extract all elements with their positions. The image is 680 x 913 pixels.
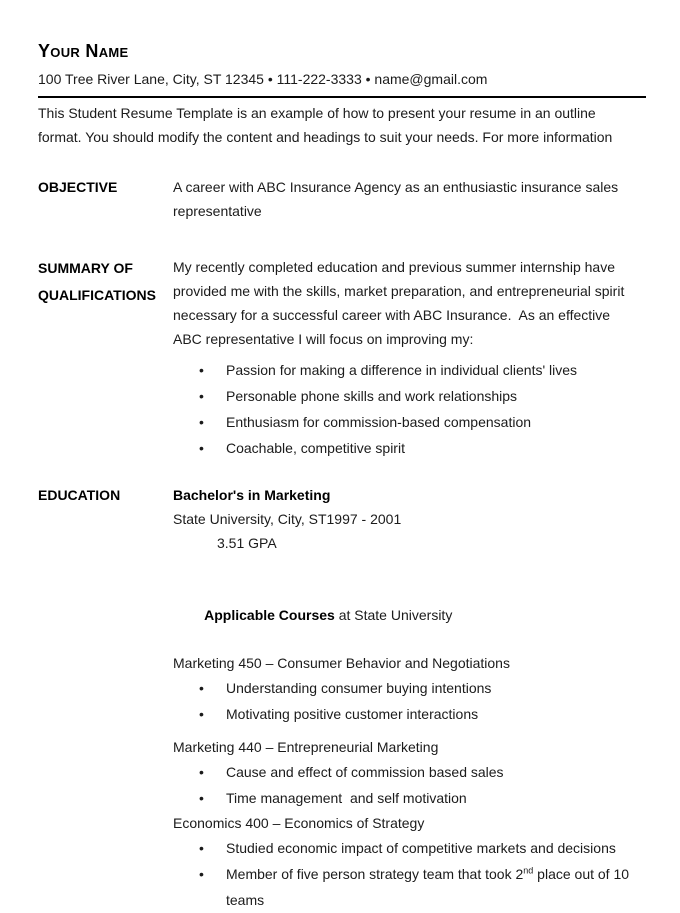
superscript-ordinal: nd [523,865,534,876]
objective-label: OBJECTIVE [38,179,118,195]
bullet-icon: • [199,840,204,856]
header-divider [38,96,646,98]
summary-label [38,255,173,461]
course-title: Marketing 450 – Consumer Behavior and Negotiations [173,655,510,671]
bullet-icon: • [199,440,204,456]
bullet-icon: • [199,790,204,806]
bullet-item [173,409,646,435]
bullet-item [173,701,646,727]
section-summary [38,255,646,461]
bullet-text: Time management and self motivation [226,790,467,806]
bullet-item [173,357,646,383]
content-line: A career with ABC Insurance Agency as an enthusiastic insurance sales [173,179,619,195]
summary-label-line: QUALIFICATIONS [38,287,156,303]
bullet-icon: • [199,866,204,882]
summary-label-line: SUMMARY OF [38,260,133,276]
bullet-text: Enthusiasm for commission-based compensation [226,414,532,430]
education-content [173,483,646,913]
contact-line: 100 Tree River Lane, City, ST 12345 • 111-222-3333 • name@gmail.com [38,71,488,87]
bullet-text: Coachable, competitive spirit [226,440,405,456]
course-group-economics-400 [173,811,646,913]
bullet-item [173,835,646,861]
intro-line: format. You should modify the content and headings to suit your needs. For more information [38,129,613,145]
content-line: provided me with the skills, market preparation, and entrepreneurial spirit [173,283,625,299]
course-title: Marketing 440 – Entrepreneurial Marketing [173,739,439,755]
education-gpa: 3.51 GPA [217,535,277,551]
education-school: State University, City, ST1997 - 2001 [173,511,402,527]
content-line: ABC representative I will focus on improving my: [173,331,474,347]
bullet-text: Personable phone skills and work relationships [226,388,518,404]
courses-heading-bold: Applicable Courses [204,607,335,623]
name-heading: Your Name [38,41,129,61]
content-line: My recently completed education and previous summer internship have [173,259,616,275]
bullet-text: Studied economic impact of competitive markets and decisions [226,840,616,856]
bullet-text-prefix: Member of five person strategy team that took 2 [226,866,524,882]
bullet-icon: • [199,388,204,404]
bullet-icon: • [199,764,204,780]
content-line: representative [173,203,262,219]
bullet-item [173,785,646,811]
bullet-text: Cause and effect of commission based sales [226,764,504,780]
bullet-icon: • [199,706,204,722]
courses-heading [173,579,646,651]
courses-heading-rest: at State University [334,607,453,623]
summary-bullet-list [173,357,646,461]
bullet-item [173,861,646,887]
bullet-text: Understanding consumer buying intentions [226,680,492,696]
bullet-item [173,675,646,701]
section-education [38,483,646,913]
bullet-item [173,759,646,785]
bullet-continuation: teams [226,892,265,908]
bullet-text: Passion for making a difference in individual clients' lives [226,362,578,378]
course-group-marketing-450 [173,651,646,727]
education-degree: Bachelor's in Marketing [173,487,331,503]
bullet-text-suffix: place out of 10 [533,866,630,882]
bullet-item [173,435,646,461]
bullet-item [173,383,646,409]
course-group-marketing-440 [173,735,646,811]
bullet-icon: • [199,680,204,696]
intro-line: This Student Resume Template is an example of how to present your resume in an outline [38,105,596,121]
bullet-text: Motivating positive customer interactions [226,706,479,722]
bullet-text [226,861,629,887]
bullet-icon: • [199,414,204,430]
objective-content [173,175,646,223]
resume-header [38,40,646,149]
section-objective [38,175,646,223]
content-line: necessary for a successful career with ABC Insurance. As an effective [173,307,611,323]
education-label: EDUCATION [38,487,121,503]
course-title: Economics 400 – Economics of Strategy [173,815,425,831]
bullet-icon: • [199,362,204,378]
summary-content [173,255,646,461]
intro-paragraph [38,101,646,149]
